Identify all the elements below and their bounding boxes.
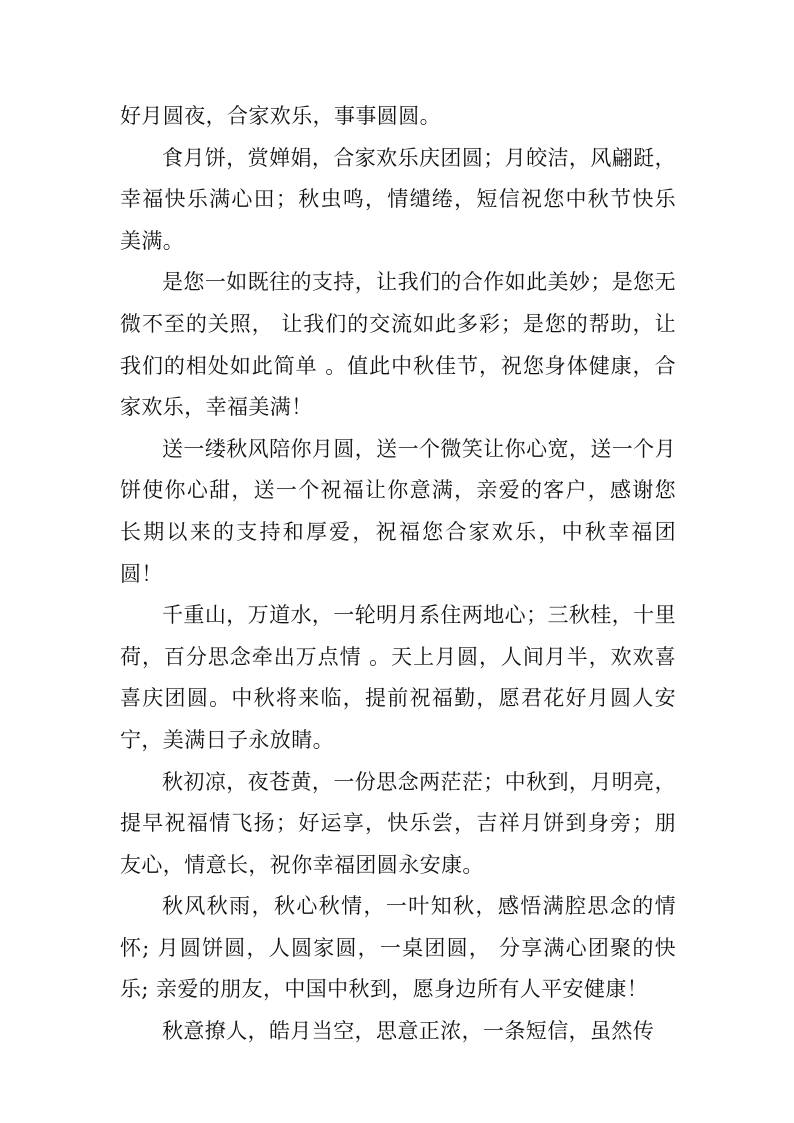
document-body xyxy=(120,96,676,1053)
paragraph-mooncake-greeting: 食月饼，赏婵娟，合家欢乐庆团圆；月皎洁，风翩跹，幸福快乐满心田；秋虫鸣，情缱绻，短信祝您中秋节快乐美满。 xyxy=(120,145,676,253)
paragraph-continuation: 好月圆夜，合家欢乐，事事圆圆。 xyxy=(120,104,441,128)
paragraph-autumn-wind: 送一缕秋风陪你月圆，送一个微笑让你心宽，送一个月饼使你心甜，送一个祝福让你意满，亲爱的客户，感谢您长期以来的支持和厚爱，祝福您合家欢乐，中秋幸福团圆！ xyxy=(120,436,676,586)
paragraph-mountains-rivers: 千重山，万道水，一轮明月系住两地心；三秋桂，十里荷，百分思念牵出万点情 。天上月圆，人间月半，欢欢喜喜庆团圆。中秋将来临，提前祝福勤，愿君花好月圆人安宁，美满日子永放睛。 xyxy=(120,603,676,752)
paragraph-autumn-rain: 秋风秋雨，秋心秋情，一叶知秋，感悟满腔思念的情怀; 月圆饼圆，人圆家圆，一桌团圆， 分享满心团聚的快乐; 亲爱的朋友，中国中秋到，愿身边所有人平安健康！ xyxy=(120,894,676,1002)
paragraph-support-thanks: 是您一如既往的支持，让我们的合作如此美妙；是您无微不至的关照， 让我们的交流如此多彩；是您的帮助，让我们的相处如此简单 。值此中秋佳节，祝您身体健康，合家欢乐，幸福美满！ xyxy=(120,270,676,420)
paragraph-early-autumn: 秋初凉，夜苍黄，一份思念两茫茫；中秋到，月明亮，提早祝福情飞扬；好运享，快乐尝，吉祥月饼到身旁；朋友心，情意长，祝你幸福团圆永安康。 xyxy=(120,769,676,877)
paragraph-autumn-moon: 秋意撩人，皓月当空，思意正浓，一条短信，虽然传 xyxy=(162,1019,655,1044)
